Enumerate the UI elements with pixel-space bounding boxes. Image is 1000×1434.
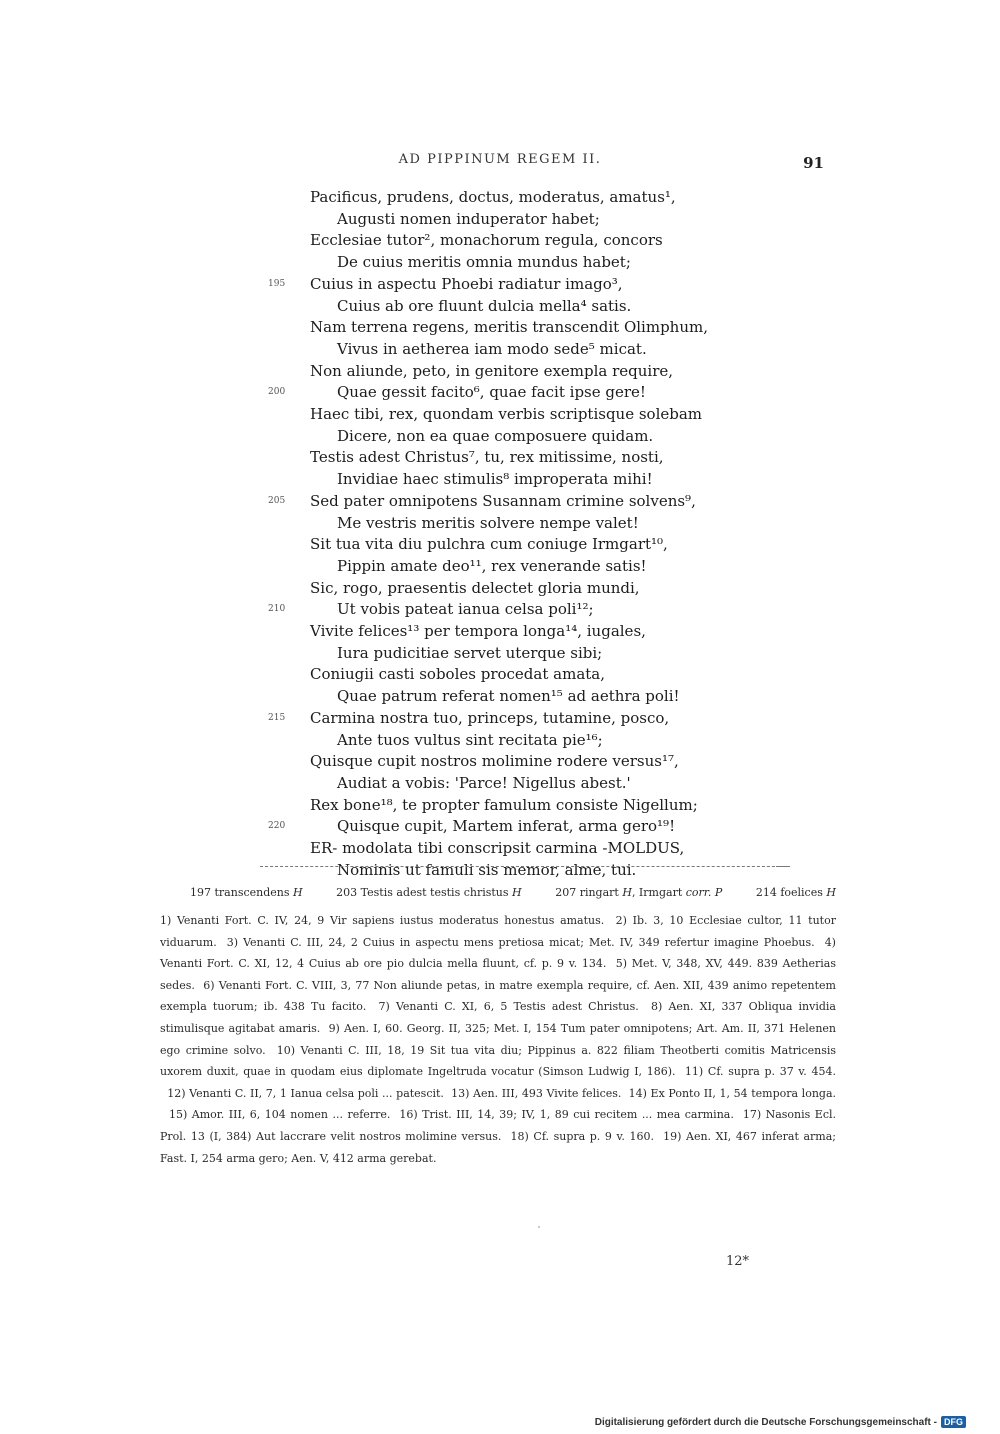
line-number: 200	[268, 387, 286, 397]
critical-apparatus	[190, 886, 836, 899]
apparatus-part: 197 transcendens	[190, 886, 293, 899]
apparatus-part: H	[826, 886, 836, 899]
verse-line: Non aliunde, peto, in genitore exempla require,	[310, 362, 674, 380]
apparatus-part: H	[622, 886, 632, 899]
footnote-rule	[260, 866, 790, 867]
line-number: 195	[268, 279, 286, 289]
footnote: 8) Aen. XI, 337 Obliqua invidia stimulisque agitabat amaris.	[160, 1000, 836, 1035]
verse-line: Cuius ab ore fluunt dulcia mella⁴ satis.	[337, 297, 632, 315]
credit-text: Digitalisierung gefördert durch die Deutsche Forschungsgemeinschaft -	[594, 1416, 937, 1428]
footnote: 1) Venanti Fort. C. IV, 24, 9 Vir sapiens iustus moderatus honestus amatus.	[160, 914, 605, 927]
footnote: 11) Cf. supra p. 37 v. 454.	[684, 1065, 836, 1079]
verse-line: Pacificus, prudens, doctus, moderatus, amatus¹,	[310, 188, 676, 206]
verse-line: ER- modolata tibi conscripsit carmina -MOLDUS,	[310, 839, 685, 857]
verse-line: Nominis ut famuli sis memor, alme, tui.	[337, 861, 637, 879]
footnote: 18) Cf. supra p. 9 v. 160.	[510, 1129, 654, 1143]
apparatus-part: corr. P	[685, 886, 723, 899]
footnote: 10) Venanti C. III, 18, 19 Sit tua vita diu; Pippinus a. 822 filiam Theotberti comitis Matricensis uxorem duxit, quae in quodam eius diplomate Ingeltruda vocatur (Simson Ludwig I, 186).	[160, 1043, 837, 1079]
footnote: 9) Aen. I, 60. Georg. II, 325; Met. I, 154 Tum pater omnipotens; Art. Am. II, 371 Helenen ego crimine solvo.	[160, 1021, 836, 1057]
verse-line: Iura pudicitiae servet uterque sibi;	[337, 644, 603, 662]
signature-mark: 12*	[726, 1254, 750, 1269]
verse-line: Me vestris meritis solvere nempe valet!	[337, 514, 639, 532]
verse-line: Vivite felices¹³ per tempora longa¹⁴, iugales,	[310, 622, 646, 640]
apparatus-entry	[756, 886, 836, 899]
footnotes	[160, 910, 836, 1169]
verse-line: Quae gessit facito⁶, quae facit ipse gere!	[337, 383, 646, 401]
verse-line: Rex bone¹⁸, te propter famulum consiste Nigellum;	[310, 796, 698, 814]
apparatus-part: H	[512, 886, 522, 899]
apparatus-entry	[555, 886, 722, 899]
verse-line: Sit tua vita diu pulchra cum coniuge Irmgart¹⁰,	[310, 535, 668, 553]
footnote: 3) Venanti C. III, 24, 2 Cuius in aspectu mens pretiosa micat; Met. IV, 349 refertur imagine Phoebus.	[226, 935, 815, 949]
verse-line: Testis adest Christus⁷, tu, rex mitissime, nosti,	[310, 448, 664, 466]
footnote: 4) Venanti Fort. C. XI, 12, 4 Cuius ab ore pio dulcia mella fluunt, cf. p. 9 v. 134.	[160, 935, 836, 971]
verse-line: Carmina nostra tuo, princeps, tutamine, posco,	[310, 709, 670, 727]
verse-line: Dicere, non ea quae composuere quidam.	[337, 427, 654, 445]
apparatus-entry	[336, 886, 521, 899]
footnote: 17) Nasonis Ecl. Prol. 13 (I, 384) Aut laccrare velit nostros molimine versus.	[160, 1108, 836, 1143]
verse-line: Ut vobis pateat ianua celsa poli¹²;	[337, 600, 594, 618]
verse-line: Sic, rogo, praesentis delectet gloria mundi,	[310, 579, 640, 597]
footnote: 5) Met. V, 348, XV, 449. 839 Aetherias sedes.	[160, 957, 836, 992]
footnote: 19) Aen. XI, 467 inferat arma; Fast. I, 254 arma gero; Aen. V, 412 arma gerebat.	[160, 1129, 836, 1165]
verse-line: Audiat a vobis: 'Parce! Nigellus abest.'	[337, 774, 631, 792]
line-number: 210	[268, 604, 286, 614]
page-number: 91	[803, 154, 824, 172]
verse-line: Augusti nomen induperator habet;	[337, 210, 600, 228]
verse-line: Quisque cupit, Martem inferat, arma gero¹⁹!	[337, 817, 676, 835]
apparatus-part: H	[293, 886, 303, 899]
apparatus-part: 207 ringart	[555, 886, 623, 899]
verse-line: Coniugii casti soboles procedat amata,	[310, 665, 605, 683]
footnote: 7) Venanti C. XI, 6, 5 Testis adest Christus.	[378, 1000, 639, 1014]
apparatus-part: 214 foelices	[755, 886, 827, 899]
footnote: 12) Venanti C. II, 7, 1 Ianua celsa poli ... patescit.	[167, 1086, 444, 1100]
verse-line: Ante tuos vultus sint recitata pie¹⁶;	[337, 731, 603, 749]
verse-line: Haec tibi, rex, quondam verbis scriptisque solebam	[310, 405, 703, 423]
line-number: 215	[268, 713, 286, 723]
footnote: 2) Ib. 3, 10 Ecclesiae cultor, 11 tutor viduarum.	[160, 914, 836, 949]
verse-line: Cuius in aspectu Phoebi radiatur imago³,	[310, 275, 623, 293]
verse-line: De cuius meritis omnia mundus habet;	[337, 253, 631, 271]
footnote: 13) Aen. III, 493 Vivite felices.	[451, 1086, 622, 1100]
running-head: AD PIPPINUM REGEM II.	[398, 152, 602, 167]
footnote: 6) Venanti Fort. C. VIII, 3, 77 Non aliunde petas, in matre exempla require, cf. Aen. XII, 439 animo repetentem exempla tuorum; ib. 438 Tu facito.	[160, 978, 836, 1014]
footnote: 14) Ex Ponto II, 1, 54 tempora longa.	[628, 1086, 836, 1100]
line-number: 220	[268, 821, 286, 831]
verse-line: Pippin amate deo¹¹, rex venerande satis!	[337, 557, 647, 575]
scan-speck	[538, 1226, 540, 1228]
dfg-logo: DFG	[941, 1416, 966, 1428]
digitization-credit	[595, 1416, 966, 1428]
verse-line: Quisque cupit nostros molimine rodere versus¹⁷,	[310, 752, 679, 770]
footnote-rule-end	[776, 866, 790, 867]
verse-line: Invidiae haec stimulis⁸ improperata mihi!	[337, 470, 653, 488]
verse-line: Nam terrena regens, meritis transcendit Olimphum,	[310, 318, 708, 336]
apparatus-part: , Irmgart	[631, 886, 686, 899]
verse-line: Sed pater omnipotens Susannam crimine solvens⁹,	[310, 492, 696, 510]
line-number: 205	[268, 496, 286, 506]
apparatus-entry	[190, 886, 303, 899]
footnote: 15) Amor. III, 6, 104 nomen ... referre.	[168, 1108, 391, 1122]
verse-line: Vivus in aetherea iam modo sede⁵ micat.	[337, 340, 647, 358]
verse-line: Quae patrum referat nomen¹⁵ ad aethra poli!	[337, 687, 680, 705]
footnote: 16) Trist. III, 14, 39; IV, 1, 89 cui recitem ... mea carmina.	[399, 1108, 734, 1122]
apparatus-part: 203 Testis adest testis christus	[336, 886, 513, 899]
verse-line: Ecclesiae tutor², monachorum regula, concors	[310, 231, 663, 249]
